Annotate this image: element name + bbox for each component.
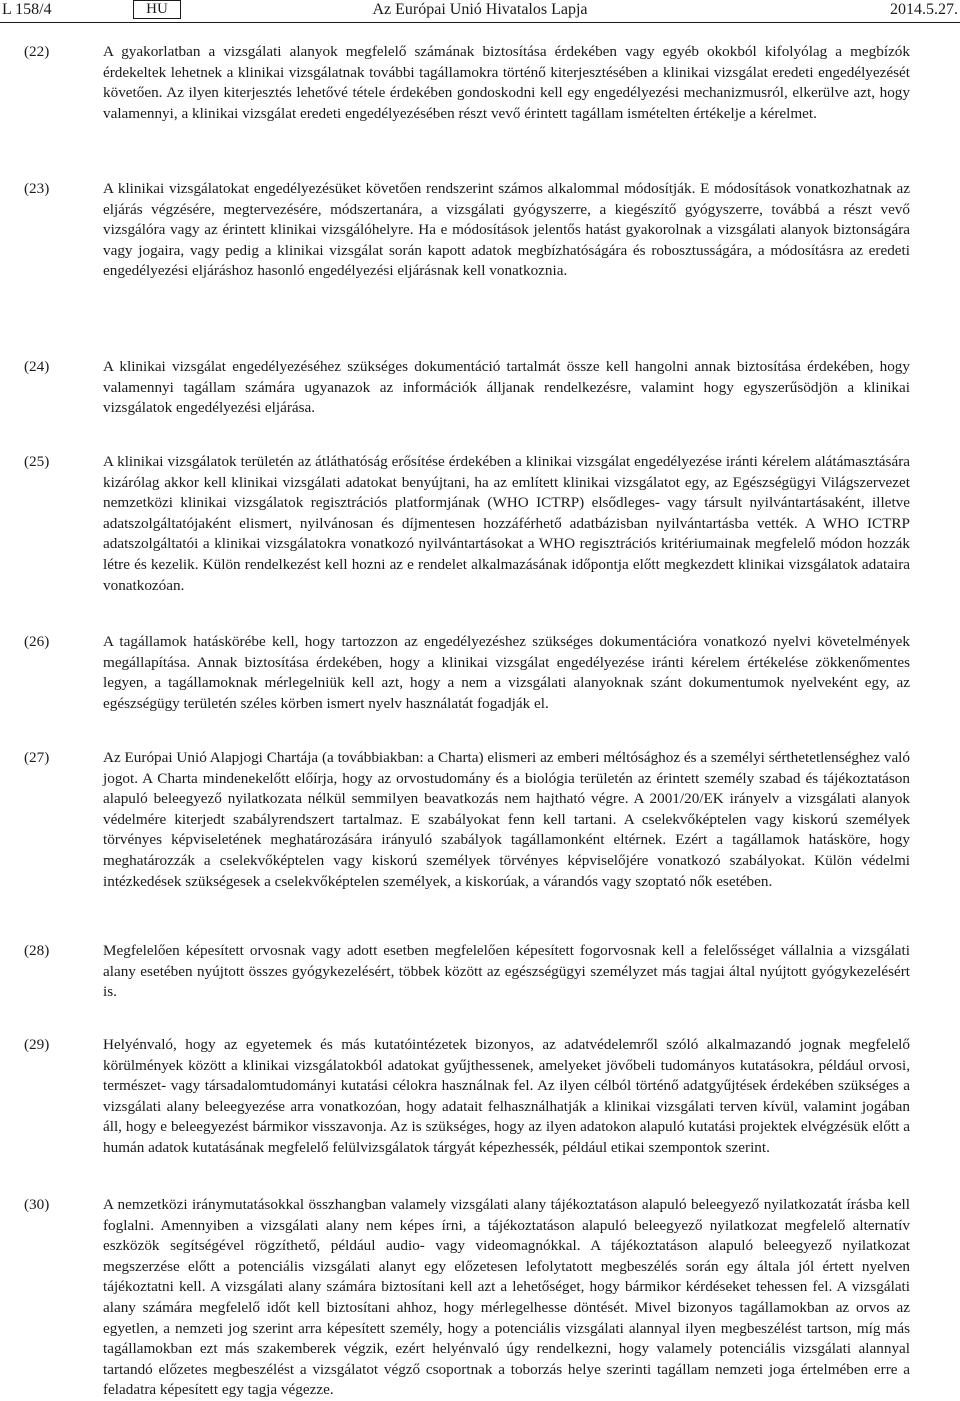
recital-number: (30) [24, 1196, 50, 1213]
recital-text: A nemzetközi iránymutatásokkal összhangban valamely vizsgálati alany tájékoztatáson alapuló beleegyező nyilatkozatát írásba kell foglalni. Amennyiben a vizsgálati alany nem képes írni, a tájékoztatáson alapuló beleegyező nyilatkozat megfelelő alternatív eszközök segítségével rögzíthető, például audio- vagy videomagnókkal. A tájékoztatáson alapuló beleegyező nyilatkozat megszerzése előtt a potenciális vizsgálati alanyt egy előzetesen lefolytatott megbeszélés során egy általa jól értett nyelven tájékoztatni kell. A vizsgálati alany számára biztosítani kell azt a lehetőséget, hogy bármikor kérdéseket tehessen fel. A vizsgálati alany számára megfelelő időt kell biztosítani ahhoz, hogy mérlegelhesse döntését. Mivel bizonyos tagállamokban az orvos az egyetlen, a nemzeti jog szerint arra képesített személy, hogy a potenciális vizsgálati alannyal ilyen megbeszélést tartson, míg más tagállamokban ezt más szakemberek végzik, ezért helyénvaló úgy rendelkezni, hogy valamely potenciális vizsgálati alannyal tartandó előzetes megbeszélést a vizsgálatot végző csoportnak a toborzás helye szerinti tagállam nemzeti joga értelmében erre a feladatra képesített egy tagja végezze. [103, 1196, 910, 1399]
recital-text: A klinikai vizsgálat engedélyezéséhez szükséges dokumentáció tartalmát össze kell hangolni annak biztosítása érdekében, hogy valamennyi tagállam számára ugyanazok az információk álljanak rendelkezésre, valamint hogy egyszerűsödjön a klinikai vizsgálatok engedélyezési eljárása. [103, 358, 910, 417]
recital-text: A klinikai vizsgálatokat engedélyezésüket követően rendszerint számos alkalommal módosítják. E módosítások vonatkozhatnak az eljárás végzésére, megtervezésére, módszertanára, a vizsgálati gyógyszerre, a kiegészítő gyógyszerre, továbbá a részt vevő vizsgálóra vagy az érintett klinikai vizsgálóhelyre. Ha e módosítások jelentős hatást gyakorolnak a vizsgálati alanyok biztonságára vagy jogaira, vagy pedig a klinikai vizsgálat során kapott adatok megbízhatóságára és robosztusságára, a módosításra az eredeti engedélyezési eljáráshoz hasonló engedélyezési eljárásnak kell vonatkoznia. [103, 180, 910, 280]
publication-date: 2014.5.27. [890, 1, 958, 18]
recital-number: (28) [24, 942, 50, 959]
recital-number: (26) [24, 633, 50, 650]
recital-text: A tagállamok hatáskörébe kell, hogy tartozzon az engedélyezéshez szükséges dokumentációra vonatkozó nyelvi követelmények megállapítása. Annak biztosítása érdekében, hogy a klinikai vizsgálat engedélyezése iránti kérelem értékelése zökkenőmentes legyen, a tagállamoknak mérlegelniük kell azt, hogy a nem a vizsgálati alanyoknak szánt dokumentumok nyelveként egy, az egészségügy területén széles körben ismert nyelv használatát fogadják el. [103, 633, 910, 712]
recital-text: A gyakorlatban a vizsgálati alanyok megfelelő számának biztosítása érdekében vagy egyéb okokból kifolyólag a megbízók érdekeltek lehetnek a klinikai vizsgálatnak további tagállamokra történő kiterjesztésében a klinikai vizsgálat eredeti engedélyezését követően. Az ilyen kiterjesztés lehetővé tétele érdekében gondoskodni kell egy engedélyezési mechanizmusról, elkerülve azt, hogy valamennyi, a klinikai vizsgálat eredeti engedélyezésében részt vevő érintett tagállam ismételten értékelje a kérelmet. [103, 43, 910, 122]
page-header [0, 0, 960, 22]
recital-number: (23) [24, 180, 50, 197]
recital-text: Az Európai Unió Alapjogi Chartája (a továbbiakban: a Charta) elismeri az emberi méltósághoz és a személyi sérthetetlenséghez való jogot. A Charta mindenekelőtt előírja, hogy az orvostudomány és a biológia területén az érintett személy szabad és tájékoztatáson alapuló beleegyező nyilatkozata nélkül semmilyen beavatkozás nem hajtható végre. A 2001/20/EK irányelv a vizsgálati alanyok védelmére kiterjedt szabályrendszert tartalmaz. E szabályokat fenn kell tartani. A cselekvőképtelen vagy kiskorú személyek törvényes képviseletének meghatározására irányuló szabályok tagállamonként eltérnek. Ezért a tagállamok hatásköre, hogy meghatározzák a cselekvőképtelen vagy kiskorú személyek törvényes képviselőjére vonatkozó szabályokat. Külön védelmi intézkedések szükségesek a cselekvőképtelen személyek, a kiskorúak, a várandós vagy szoptató nők esetében. [103, 749, 910, 890]
recital-text: Megfelelően képesített orvosnak vagy adott esetben megfelelően képesített fogorvosnak kell a felelősséget vállalnia a vizsgálati alany esetében nyújtott összes gyógykezelésért, többek között az egészségügyi személyzet más tagjai által nyújtott gyógykezelésért is. [103, 942, 910, 1001]
journal-title: Az Európai Unió Hivatalos Lapja [372, 1, 588, 18]
recital-number: (22) [24, 43, 50, 60]
language-badge: HU [133, 0, 181, 19]
recital-number: (25) [24, 453, 50, 470]
recital-number: (27) [24, 749, 50, 766]
recital-text: A klinikai vizsgálatok területén az átláthatóság erősítése érdekében a klinikai vizsgálat engedélyezése iránti kérelem alátámasztására kizárólag akkor kell klinikai vizsgálati adatokat benyújtani, ha az említett klinikai vizsgálatot egy, az Egészségügyi Világszervezet nemzetközi klinikai vizsgálatok regisztrációs platformjának (WHO ICTRP) elsődleges- vagy társult nyilvántartásaként, illetve adatszolgáltatójaként elismert, nyilvánosan és díjmentesen hozzáférhető adatbázisban nyilvántartásba vették. A WHO ICTRP adatszolgáltatói a klinikai vizsgálatokra vonatkozó nyilvántartásokat a WHO regisztrációs kritériumainak megfelelő módon hozzák létre és kezelik. Külön rendelkezést kell hozni az e rendelet alkalmazásának időpontja előtt megkezdett klinikai vizsgálatok adataira vonatkozóan. [103, 453, 910, 594]
page-reference: L 158/4 [2, 1, 52, 18]
header-rule [0, 22, 960, 23]
recital-number: (29) [24, 1036, 50, 1053]
recital-number: (24) [24, 358, 50, 375]
recital-text: Helyénvaló, hogy az egyetemek és más kutatóintézetek bizonyos, az adatvédelemről szóló alkalmazandó jognak megfelelő körülmények között a klinikai vizsgálatokból adatokat gyűjthessenek, amelyeket jövőbeli tudományos kutatásokra, például orvosi, természet- vagy társadalomtudományi kutatási célokra használnak fel. Az ilyen célból történő adatgyűjtések érdekében szükséges a vizsgálati alany beleegyezése arra vonatkozóan, hogy adatait felhasználhatják a klinikai vizsgálati terven kívül, valamint jogában áll, hogy e beleegyezést bármikor visszavonja. Az is szükséges, hogy az ilyen adatokon alapuló kutatási projektek elvégzésük előtt a humán adatok kutatásának megfelelő felülvizsgálatok tárgyát képezhessék, például etikai szempontok szerint. [103, 1036, 910, 1156]
